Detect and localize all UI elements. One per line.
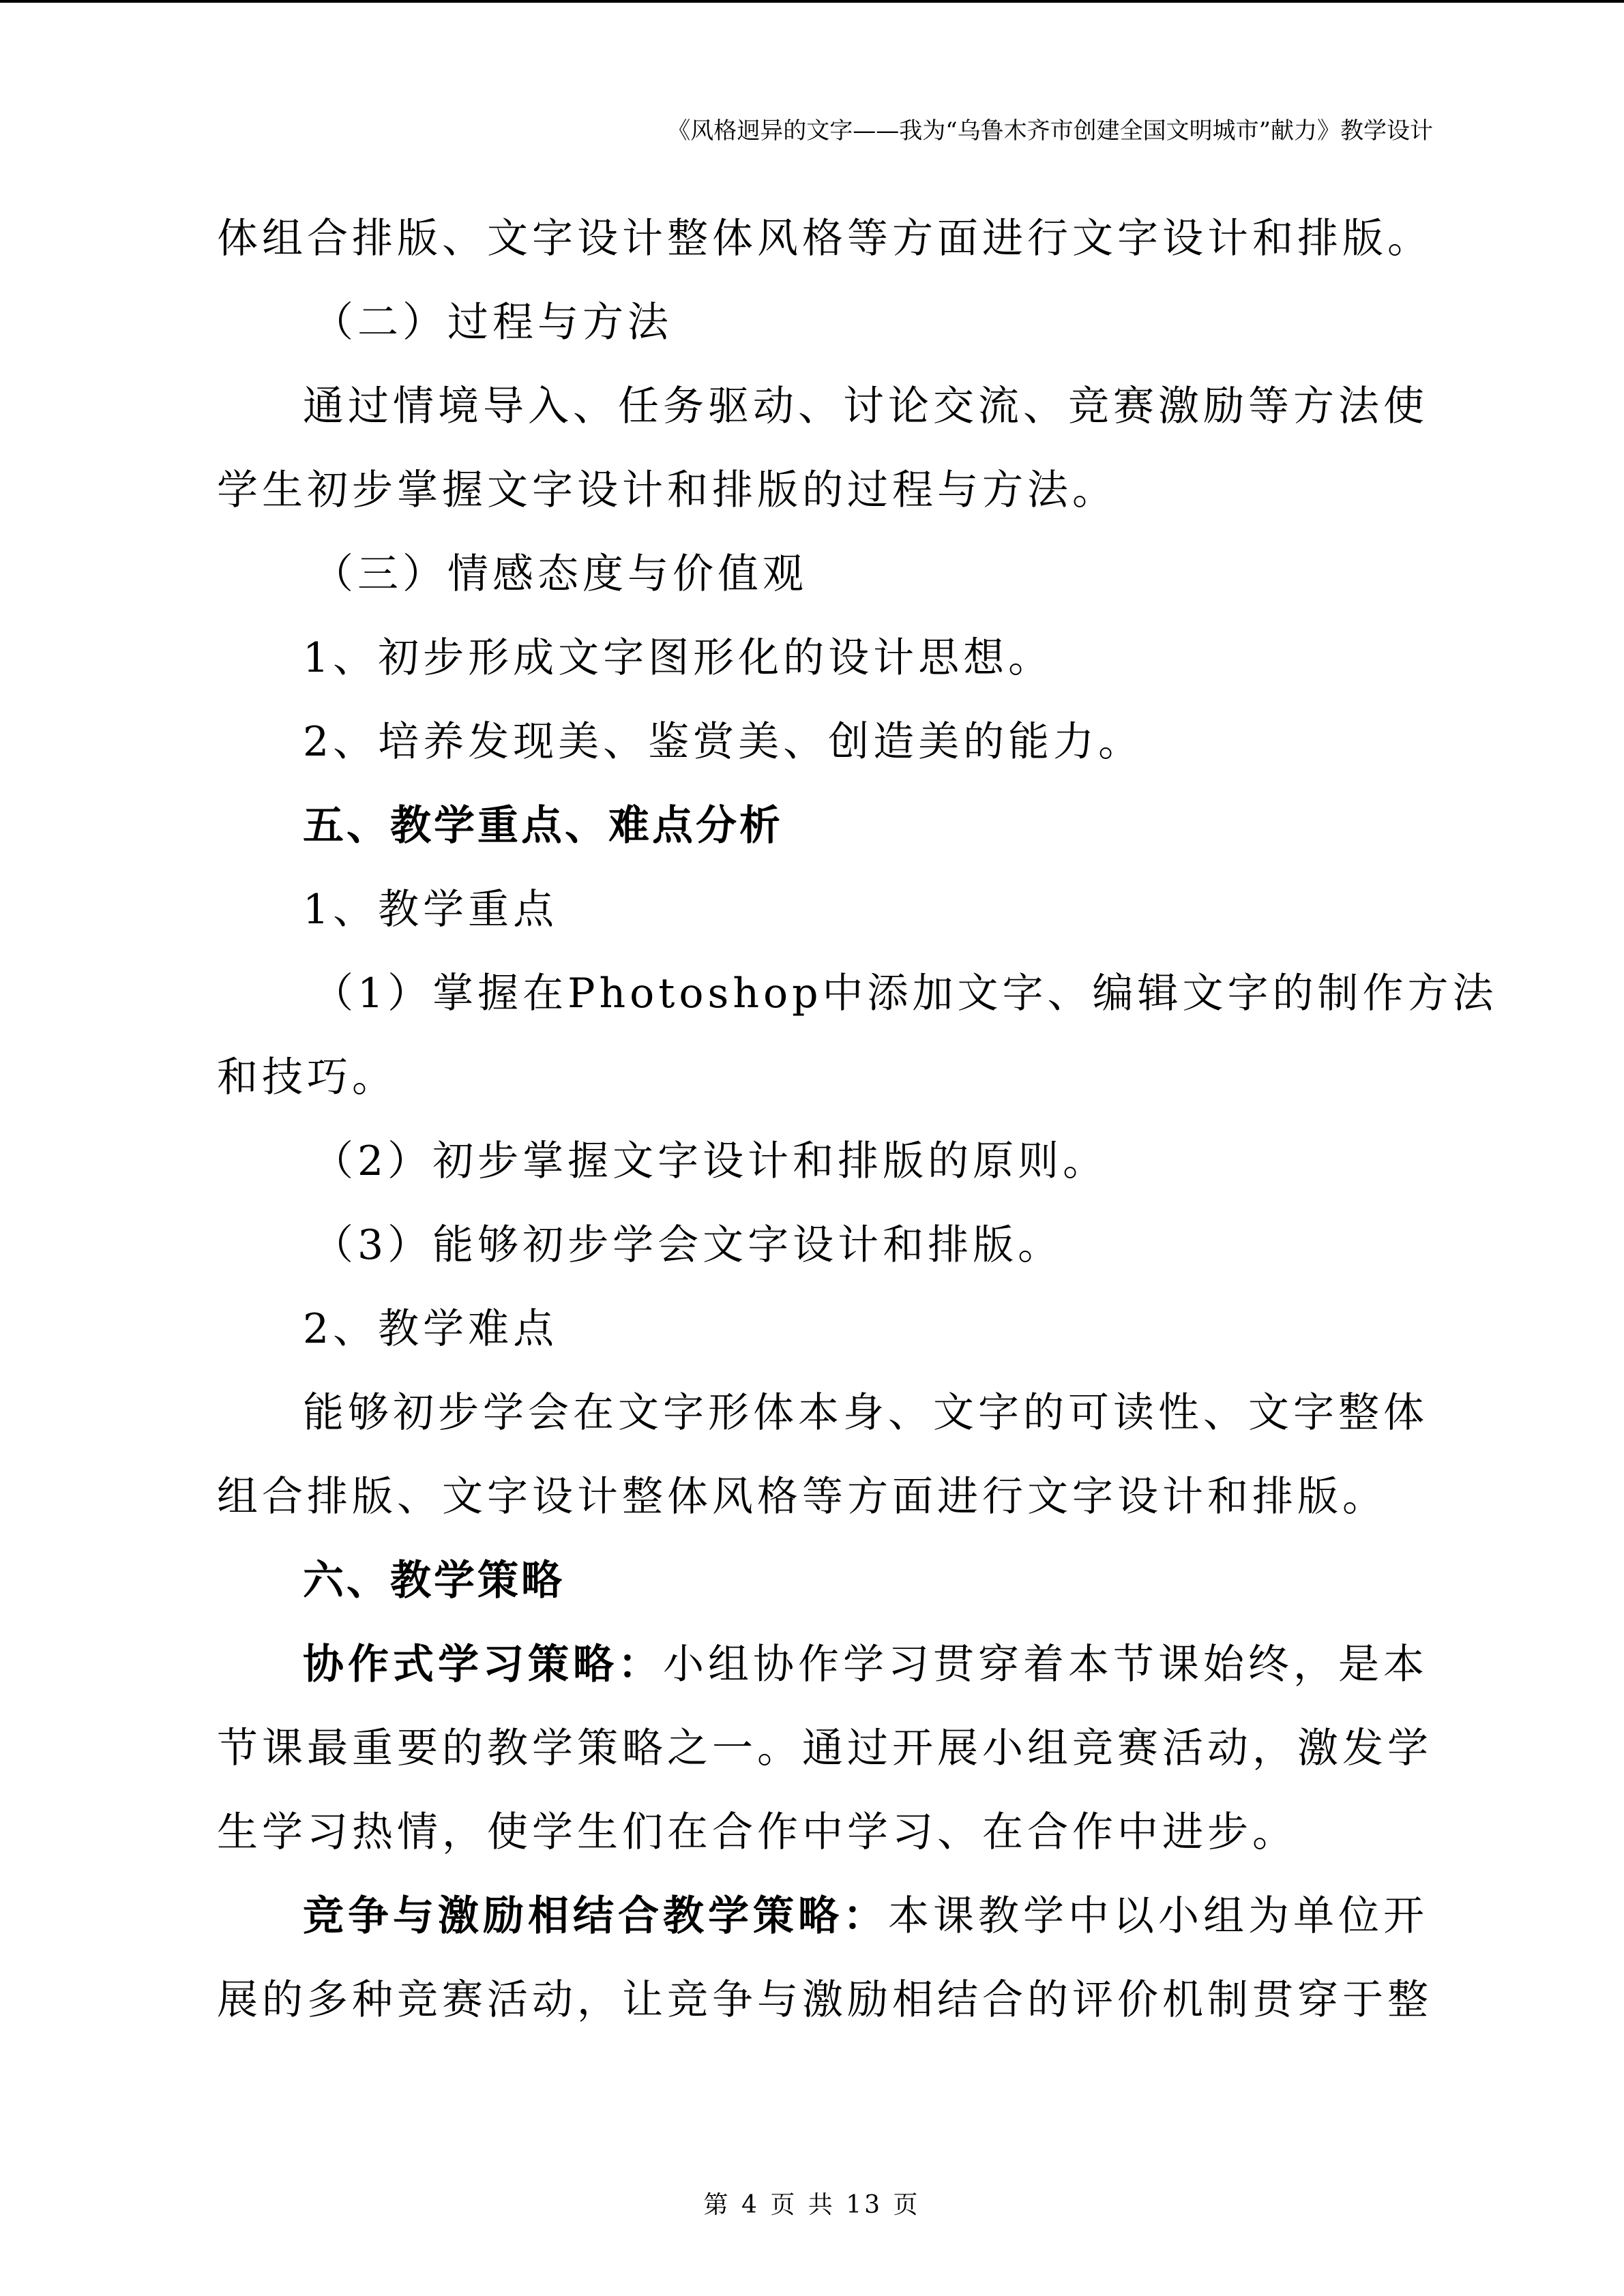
list-item: （1）掌握在Photoshop中添加文字、编辑文字的制作方法 (312, 970, 1498, 1017)
top-border-line (0, 0, 1624, 3)
running-header: 《风格迥异的文字——我为“乌鲁木齐市创建全国文明城市”献力》教学设计 (667, 117, 1433, 145)
paragraph-line: 生学习热情，使学生们在合作中学习、在合作中进步。 (217, 1808, 1297, 1856)
paragraph-line: 能够初步学会在文字形体本身、文字的可读性、文字整体 (303, 1389, 1428, 1437)
strategy-label-competition: 竞争与激励相结合教学策略： (303, 1892, 888, 1940)
document-body (217, 205, 1498, 2050)
list-item: （3）能够初步学会文字设计和排版。 (312, 1221, 1063, 1269)
section-heading-strategy: 六、教学策略 (303, 1557, 565, 1605)
subheading-teaching-difficulty: 2、教学难点 (303, 1305, 559, 1353)
paragraph-line: 体组合排版、文字设计整体风格等方面进行文字设计和排版。 (217, 215, 1432, 263)
subheading-process-method: （二）过程与方法 (312, 299, 673, 346)
subheading-teaching-focus: 1、教学重点 (303, 886, 559, 934)
paragraph-line: 组合排版、文字设计整体风格等方面进行文字设计和排版。 (217, 1473, 1387, 1521)
strategy-label-collaborative: 协作式学习策略： (303, 1641, 663, 1688)
paragraph-line (217, 1630, 1445, 1714)
list-item: 1、初步形成文字图形化的设计思想。 (303, 634, 1054, 682)
paragraph-line: 展的多种竞赛活动，让竞争与激励相结合的评价机制贯穿于整 (217, 1976, 1432, 2024)
paragraph-line: 通过情境导入、任务驱动、讨论交流、竞赛激励等方法使 (303, 383, 1428, 430)
paragraph-line: 节课最重要的教学策略之一。通过开展小组竞赛活动，激发学 (217, 1725, 1432, 1772)
subheading-emotion-values: （三）情感态度与价值观 (312, 550, 808, 598)
page-number: 第 4 页 共 13 页 (703, 2191, 921, 2219)
paragraph-line (217, 1882, 1445, 1966)
list-item: 2、培养发现美、鉴赏美、创造美的能力。 (303, 718, 1144, 766)
list-item-continuation: 和技巧。 (217, 1054, 397, 1101)
strategy-text: 小组协作学习贯穿着本节课始终，是本 (663, 1641, 1428, 1688)
list-item: （2）初步掌握文字设计和排版的原则。 (312, 1137, 1108, 1185)
paragraph-line: 学生初步掌握文字设计和排版的过程与方法。 (217, 466, 1117, 514)
section-heading-key-points: 五、教学重点、难点分析 (303, 802, 783, 850)
strategy-text: 本课教学中以小组为单位开 (888, 1892, 1428, 1940)
